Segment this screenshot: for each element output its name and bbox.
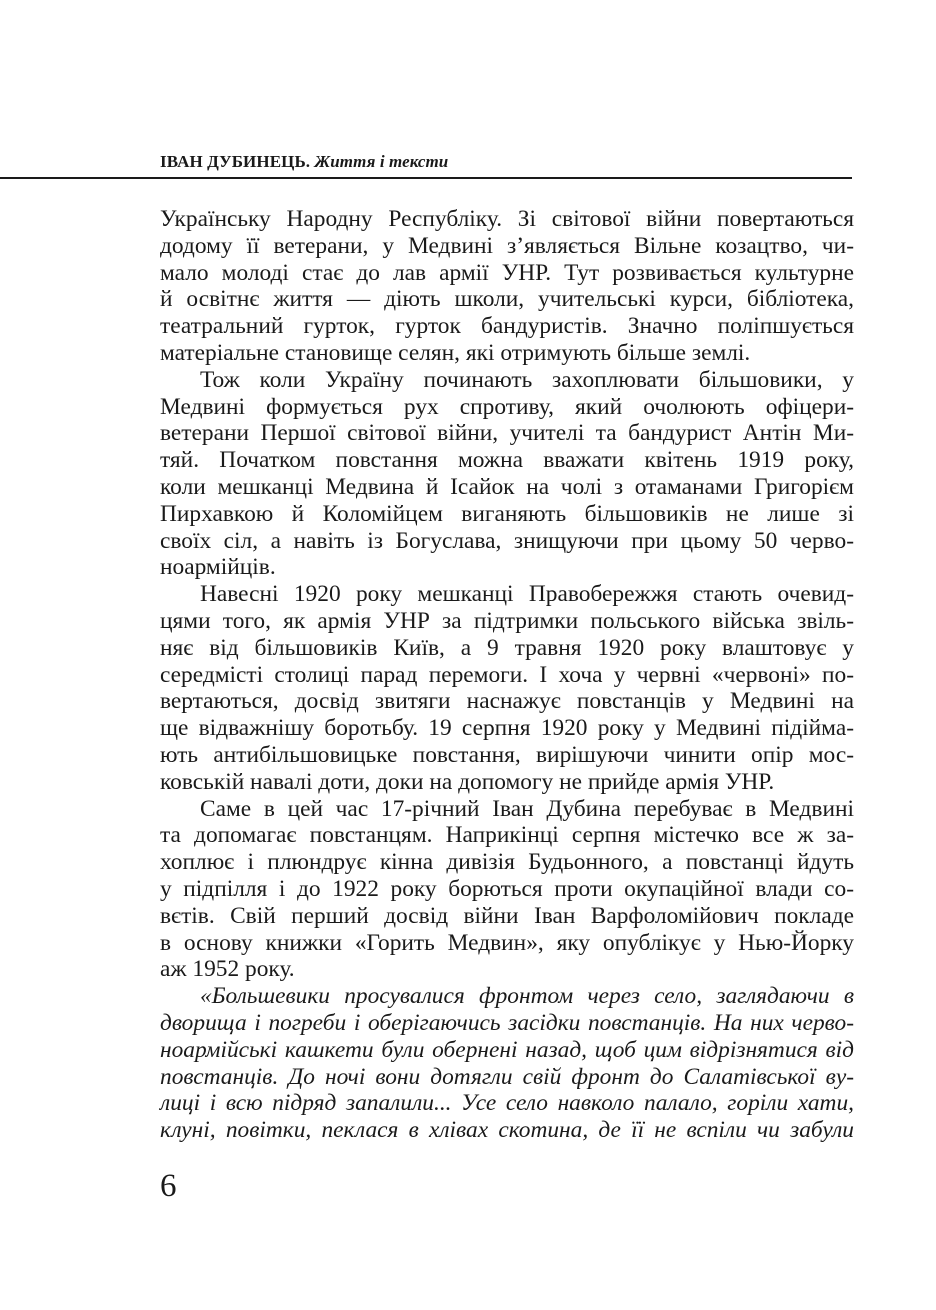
paragraph-2 xyxy=(160,367,854,581)
text-line: мало молоді стає до лав армії УНР. Тут розвивається культурне xyxy=(160,259,854,286)
text-line: аж 1952 року. xyxy=(160,956,295,983)
text-line: Навесні 1920 року мешканці Правобережжя стають очевид- xyxy=(200,581,854,608)
text-line: ють антибільшовицьке повстання, вирішуючи чинити опір мос- xyxy=(160,741,854,768)
text-line: та допомагає повстанцям. Наприкінці серпня містечко все ж за- xyxy=(160,822,854,849)
text-line: матеріальне становище селян, які отримують більше землі. xyxy=(160,339,751,366)
text-line: й освітнє життя — діють школи, учительські курси, бібліотека, xyxy=(160,286,854,313)
text-line: няє від більшовиків Київ, а 9 травня 1920 року влаштовує у xyxy=(160,634,854,661)
text-line: Саме в цей час 17-річний Іван Дубина перебуває в Медвині xyxy=(200,795,854,822)
text-line: в основу книжки «Горить Медвин», яку опублікує у Нью-Йорку xyxy=(160,929,854,956)
text-line: Тож коли Україну починають захоплювати більшовики, у xyxy=(200,366,854,393)
quote-line: дворища і погреби і оберігаючись засідки повстанців. На них черво- xyxy=(160,1009,854,1036)
text-line: вертаються, досвід звитяги наснажує повстанців у Медвині на xyxy=(160,688,854,715)
text-line: цями того, як армія УНР за підтримки польського війська звіль- xyxy=(160,607,854,634)
text-line: додому її ветерани, у Медвині з’являється Вільне козацтво, чи- xyxy=(160,232,854,259)
quote-line: клуні, повітки, пеклася в хлівах скотина, де її не вспіли чи забули xyxy=(160,1117,854,1144)
text-line: Медвині формується рух спротиву, який очолюють офіцери- xyxy=(160,393,854,420)
quote-line: повстанців. До ночі вони дотягли свій фронт до Салатівської ву- xyxy=(160,1063,854,1090)
text-line: вєтів. Свій перший досвід війни Іван Варфоломійович покладе xyxy=(160,902,854,929)
paragraph-1 xyxy=(160,206,854,367)
text-line: ноармійців. xyxy=(160,554,276,581)
paragraph-4 xyxy=(160,796,854,984)
text-line: хоплює і плюндрує кінна дивізія Будьонного, а повстанці йдуть xyxy=(160,849,854,876)
text-line: своїх сіл, а навіть із Богуслава, знищуючи при цьому 50 черво- xyxy=(160,527,854,554)
text-line: ще відважнішу боротьбу. 19 серпня 1920 року у Медвині підійма- xyxy=(160,715,854,742)
quote-line: ноармійські кашкети були обернені назад, щоб цим відрізнятися від xyxy=(160,1036,854,1063)
text-line: коли мешканці Медвина й Ісайок на чолі з отаманами Григорієм xyxy=(160,473,854,500)
running-head-book-title: Життя і тексти xyxy=(314,152,449,171)
text-line: театральний гурток, гурток бандуристів. Значно поліпшується xyxy=(160,313,854,340)
text-line: ветерани Першої світової війни, учителі та бандурист Антін Ми- xyxy=(160,420,854,447)
text-line: тяй. Початком повстання можна вважати квітень 1919 року, xyxy=(160,447,854,474)
quote-line: лиці і всю підряд запалили... Усе село навколо палало, горіли хати, xyxy=(160,1090,854,1117)
quote-block xyxy=(160,983,854,1144)
text-line: ковській навалі доти, доки на допомогу не прийде армія УНР. xyxy=(160,768,775,795)
page-body xyxy=(160,206,854,1144)
running-head xyxy=(160,152,448,172)
header-divider xyxy=(0,177,852,179)
text-line: середмісті столиці парад перемоги. І хоча у червні «червоні» по- xyxy=(160,661,854,688)
paragraph-3 xyxy=(160,581,854,795)
page-number: 6 xyxy=(160,1168,177,1204)
text-line: Пирхавкою й Коломійцем виганяють більшовиків не лише зі xyxy=(160,500,854,527)
text-line: Українську Народну Республіку. Зі світової війни повертаються xyxy=(160,206,854,232)
quote-line: «Большевики просувалися фронтом через село, заглядаючи в xyxy=(200,983,854,1010)
text-line: у підпілля і до 1922 року борються проти окупаційної влади со- xyxy=(160,875,854,902)
running-head-author: ІВАН ДУБИНЕЦЬ. xyxy=(160,152,311,171)
